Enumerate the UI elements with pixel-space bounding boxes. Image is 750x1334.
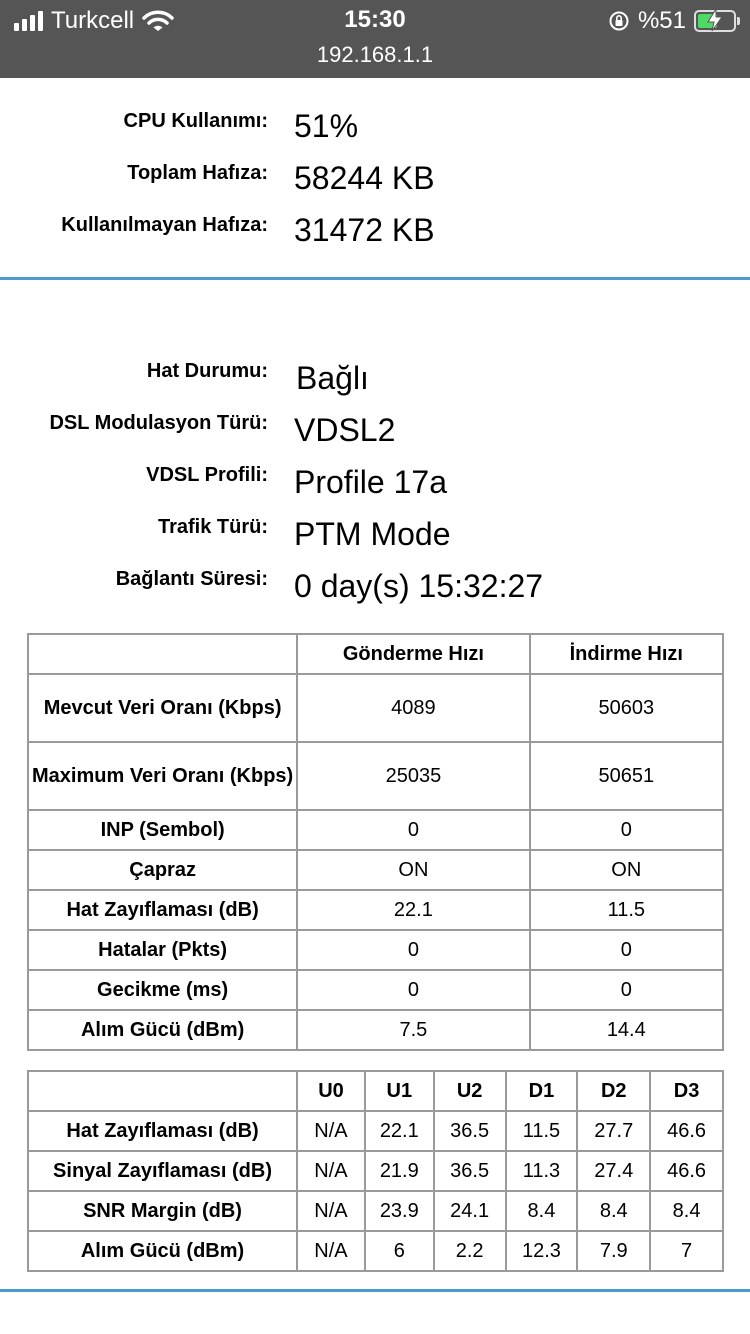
status-right xyxy=(608,6,736,36)
line-status-value: Bağlı xyxy=(296,360,369,396)
row-label: Hatalar (Pkts) xyxy=(28,930,297,970)
table-row xyxy=(28,970,723,1010)
downstream-value: 50603 xyxy=(530,674,723,742)
band-header-u1: U1 xyxy=(365,1071,434,1111)
corner-header xyxy=(28,634,297,674)
band-value: 6 xyxy=(365,1231,434,1271)
band-value: 8.4 xyxy=(650,1191,723,1231)
band-value: 21.9 xyxy=(365,1151,434,1191)
upstream-header: Gönderme Hızı xyxy=(297,634,529,674)
band-value: 27.7 xyxy=(577,1111,650,1151)
table-header-row xyxy=(28,634,723,674)
band-header-d3: D3 xyxy=(650,1071,723,1111)
row-label: Gecikme (ms) xyxy=(28,970,297,1010)
vdsl-profile-value: Profile 17a xyxy=(294,464,447,500)
total-memory-label: Toplam Hafıza: xyxy=(127,162,268,184)
section-divider xyxy=(0,277,750,280)
band-value: 11.3 xyxy=(506,1151,578,1191)
table-row xyxy=(28,742,723,810)
status-time: 15:30 xyxy=(344,6,406,33)
band-value: 27.4 xyxy=(577,1151,650,1191)
row-label: INP (Sembol) xyxy=(28,810,297,850)
orientation-lock-icon xyxy=(608,10,630,32)
carrier-name: Turkcell xyxy=(51,7,135,34)
downstream-value: 0 xyxy=(530,970,723,1010)
vdsl-profile-label: VDSL Profili: xyxy=(146,464,268,486)
band-value: 2.2 xyxy=(434,1231,506,1271)
modulation-label: DSL Modulasyon Türü: xyxy=(49,412,268,434)
band-value: 11.5 xyxy=(506,1111,578,1151)
downstream-value: 0 xyxy=(530,810,723,850)
uptime-label: Bağlantı Süresi: xyxy=(115,568,268,590)
traffic-type-label: Trafik Türü: xyxy=(157,516,268,538)
downstream-value: 14.4 xyxy=(530,1010,723,1050)
table-header-row xyxy=(28,1071,723,1111)
upstream-value: 7.5 xyxy=(297,1010,529,1050)
battery-percent: %51 xyxy=(637,7,686,34)
table-row xyxy=(28,930,723,970)
cpu-usage-label: CPU Kullanımı: xyxy=(123,110,268,132)
table-row xyxy=(28,1111,723,1151)
band-value: 7.9 xyxy=(577,1231,650,1271)
upstream-value: 0 xyxy=(297,930,529,970)
downstream-value: 11.5 xyxy=(530,890,723,930)
band-value: 36.5 xyxy=(434,1151,506,1191)
upstream-value: 4089 xyxy=(297,674,529,742)
band-header-u2: U2 xyxy=(434,1071,506,1111)
row-label: Alım Gücü (dBm) xyxy=(28,1010,297,1050)
charging-bolt-icon xyxy=(706,9,724,31)
band-value: 36.5 xyxy=(434,1111,506,1151)
upstream-value: 0 xyxy=(297,810,529,850)
row-label: SNR Margin (dB) xyxy=(28,1191,297,1231)
upstream-value: 25035 xyxy=(297,742,529,810)
browser-status-bar xyxy=(0,0,750,78)
speed-table xyxy=(27,633,724,1051)
band-value: 23.9 xyxy=(365,1191,434,1231)
battery-icon xyxy=(694,10,736,32)
section-divider xyxy=(0,1289,750,1292)
downstream-value: 50651 xyxy=(530,742,723,810)
row-label: Çapraz xyxy=(28,850,297,890)
band-value: 46.6 xyxy=(650,1151,723,1191)
downstream-value: 0 xyxy=(530,930,723,970)
band-value: 24.1 xyxy=(434,1191,506,1231)
upstream-value: 0 xyxy=(297,970,529,1010)
band-value: 8.4 xyxy=(577,1191,650,1231)
table-row xyxy=(28,890,723,930)
line-status-label: Hat Durumu: xyxy=(146,360,268,382)
table-row xyxy=(28,1010,723,1050)
band-value: 46.6 xyxy=(650,1111,723,1151)
modulation-value: VDSL2 xyxy=(294,412,396,448)
row-label: Hat Zayıflaması (dB) xyxy=(28,890,297,930)
cpu-usage-value: 51% xyxy=(294,108,359,144)
table-row xyxy=(28,674,723,742)
url-bar[interactable]: 192.168.1.1 xyxy=(316,42,434,67)
table-row xyxy=(28,810,723,850)
uptime-value: 0 day(s) 15:32:27 xyxy=(294,568,544,604)
row-label: Alım Gücü (dBm) xyxy=(28,1231,297,1271)
band-value: 12.3 xyxy=(506,1231,578,1271)
corner-header xyxy=(28,1071,297,1111)
traffic-type-value: PTM Mode xyxy=(294,516,451,552)
band-header-d2: D2 xyxy=(577,1071,650,1111)
band-value: N/A xyxy=(297,1191,365,1231)
row-label: Hat Zayıflaması (dB) xyxy=(28,1111,297,1151)
band-value: 22.1 xyxy=(365,1111,434,1151)
band-value: N/A xyxy=(297,1111,365,1151)
free-memory-label: Kullanılmayan Hafıza: xyxy=(61,214,268,236)
row-label: Sinyal Zayıflaması (dB) xyxy=(28,1151,297,1191)
downstream-value: ON xyxy=(530,850,723,890)
downstream-header: İndirme Hızı xyxy=(530,634,723,674)
band-header-u0: U0 xyxy=(297,1071,365,1111)
row-label: Maximum Veri Oranı (Kbps) xyxy=(28,742,297,810)
table-row xyxy=(28,1191,723,1231)
free-memory-value: 31472 KB xyxy=(294,212,435,248)
battery-cap xyxy=(737,17,740,25)
upstream-value: 22.1 xyxy=(297,890,529,930)
table-row xyxy=(28,1231,723,1271)
table-row xyxy=(28,850,723,890)
band-value: 8.4 xyxy=(506,1191,578,1231)
upstream-value: ON xyxy=(297,850,529,890)
band-value: N/A xyxy=(297,1151,365,1191)
row-label: Mevcut Veri Oranı (Kbps) xyxy=(28,674,297,742)
band-value: 7 xyxy=(650,1231,723,1271)
table-row xyxy=(28,1151,723,1191)
total-memory-value: 58244 KB xyxy=(294,160,435,196)
band-table xyxy=(27,1070,724,1272)
band-value: N/A xyxy=(297,1231,365,1271)
band-header-d1: D1 xyxy=(506,1071,578,1111)
